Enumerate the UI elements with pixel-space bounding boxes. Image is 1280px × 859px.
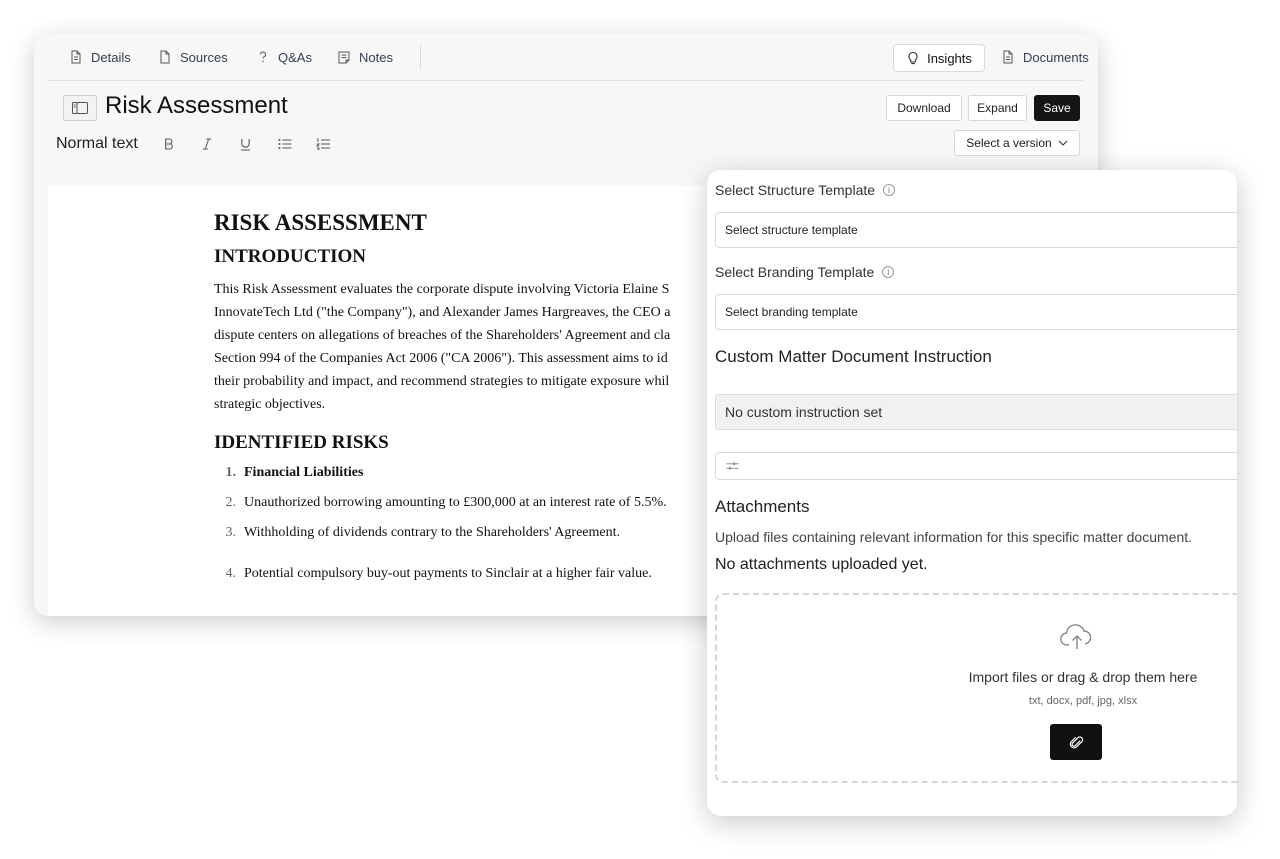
version-select[interactable]	[954, 130, 1080, 156]
tab-notes-label: Notes	[359, 49, 393, 65]
tab-qas[interactable]	[256, 47, 312, 67]
list-item-number: 1.	[225, 465, 236, 480]
list-item-number: 4.	[225, 566, 236, 581]
document-icon	[69, 50, 83, 64]
list-item-text: Unauthorized borrowing amounting to £300,000 at an interest rate of 5.5%.	[244, 495, 667, 510]
page-title: Risk Assessment	[105, 92, 288, 119]
list-item-text: Potential compulsory buy-out payments to Sinclair at a higher fair value.	[244, 566, 652, 581]
tab-insights-label: Insights	[927, 50, 972, 66]
tab-bar	[48, 34, 1089, 81]
sidebar-toggle-button[interactable]	[63, 95, 97, 121]
bold-button[interactable]	[164, 138, 202, 150]
document-content	[214, 210, 774, 596]
structure-template-label	[715, 182, 895, 198]
document-icon	[1001, 50, 1015, 64]
text-style-select[interactable]: Normal text	[56, 135, 138, 152]
tab-qas-label: Q&As	[278, 49, 312, 65]
tab-documents-label: Documents	[1023, 49, 1089, 65]
list-item-text: Withholding of dividends contrary to the Shareholders' Agreement.	[244, 525, 620, 540]
bullet-list-icon	[278, 138, 292, 150]
bold-icon	[164, 138, 174, 150]
attachments-title: Attachments	[715, 497, 810, 516]
custom-instruction-value: No custom instruction set	[725, 404, 883, 420]
save-button[interactable]: Save	[1034, 95, 1080, 121]
expand-button[interactable]: Expand	[968, 95, 1027, 121]
branding-template-placeholder: Select branding template	[725, 305, 858, 319]
list-item-number: 2.	[225, 495, 236, 510]
tab-insights[interactable]	[893, 44, 985, 72]
version-select-label: Select a version	[966, 136, 1052, 150]
file-icon	[158, 50, 172, 64]
list-item	[214, 465, 774, 495]
tab-documents[interactable]	[1001, 47, 1089, 67]
numbered-list-button[interactable]	[316, 138, 354, 150]
question-icon	[256, 50, 270, 64]
italic-button[interactable]	[202, 138, 240, 150]
attach-file-button[interactable]	[1050, 724, 1102, 760]
underline-button[interactable]	[240, 138, 278, 151]
italic-icon	[202, 138, 212, 150]
numbered-list-icon	[316, 138, 330, 150]
formatting-toolbar	[56, 132, 354, 156]
branding-template-select[interactable]	[715, 294, 1237, 330]
notes-icon	[337, 50, 351, 64]
list-item	[214, 525, 774, 555]
introduction-heading: INTRODUCTION	[214, 246, 367, 267]
structure-template-placeholder: Select structure template	[725, 223, 858, 237]
chevron-down-icon	[1058, 140, 1068, 146]
identified-risks-heading: IDENTIFIED RISKS	[214, 432, 389, 453]
file-dropzone[interactable]	[715, 593, 1237, 783]
dropzone-title: Import files or drag & drop them here	[968, 669, 1198, 685]
structure-template-select[interactable]	[715, 212, 1237, 248]
tab-details-label: Details	[91, 49, 131, 65]
attachments-description: Upload files containing relevant information for this specific matter document.	[715, 529, 1193, 545]
tab-sources[interactable]	[158, 47, 228, 67]
structure-template-label-text: Select Structure Template	[715, 182, 876, 198]
info-icon[interactable]: i	[882, 266, 894, 278]
lightbulb-icon	[906, 51, 920, 65]
branding-template-label	[715, 264, 894, 280]
list-item	[214, 566, 774, 596]
tab-details[interactable]	[69, 47, 131, 67]
tab-notes[interactable]	[337, 47, 393, 67]
custom-instruction-input[interactable]	[715, 452, 1237, 480]
download-button[interactable]: Download	[886, 95, 962, 121]
tab-sources-label: Sources	[180, 49, 228, 65]
sidebar-icon	[72, 102, 88, 114]
branding-template-label-text: Select Branding Template	[715, 264, 875, 280]
custom-instruction-title: Custom Matter Document Instruction	[715, 347, 992, 366]
introduction-paragraph: This Risk Assessment evaluates the corporate dispute involving Victoria Elaine S InnovateTech Ltd ("the Company"), and Alexander James Hargreaves, the CEO a dispute centers on allegations of breaches of the Shareholders' Agreement and cla Section 994 of the Companies Act 2006 ("CA 2006"). This assessment aims to id their probability and impact, and recommend strategies to mitigate exposure whil strategic objectives.	[214, 282, 671, 412]
tab-divider	[420, 45, 421, 69]
info-icon[interactable]: i	[883, 184, 895, 196]
underline-icon	[240, 138, 251, 151]
paperclip-icon	[1069, 735, 1084, 750]
list-item	[214, 495, 774, 525]
template-settings-panel	[707, 170, 1237, 816]
document-heading: RISK ASSESSMENT	[214, 210, 427, 235]
attachments-empty-message: No attachments uploaded yet.	[715, 556, 928, 573]
custom-instruction-status	[715, 394, 1237, 430]
list-item-text: Financial Liabilities	[244, 465, 364, 480]
bullet-list-button[interactable]	[278, 138, 316, 150]
list-item-number: 3.	[225, 525, 236, 540]
dropzone-file-types: txt, docx, pdf, jpg, xlsx	[1028, 695, 1138, 707]
sliders-icon	[726, 462, 739, 471]
cloud-upload-icon	[1059, 623, 1095, 651]
